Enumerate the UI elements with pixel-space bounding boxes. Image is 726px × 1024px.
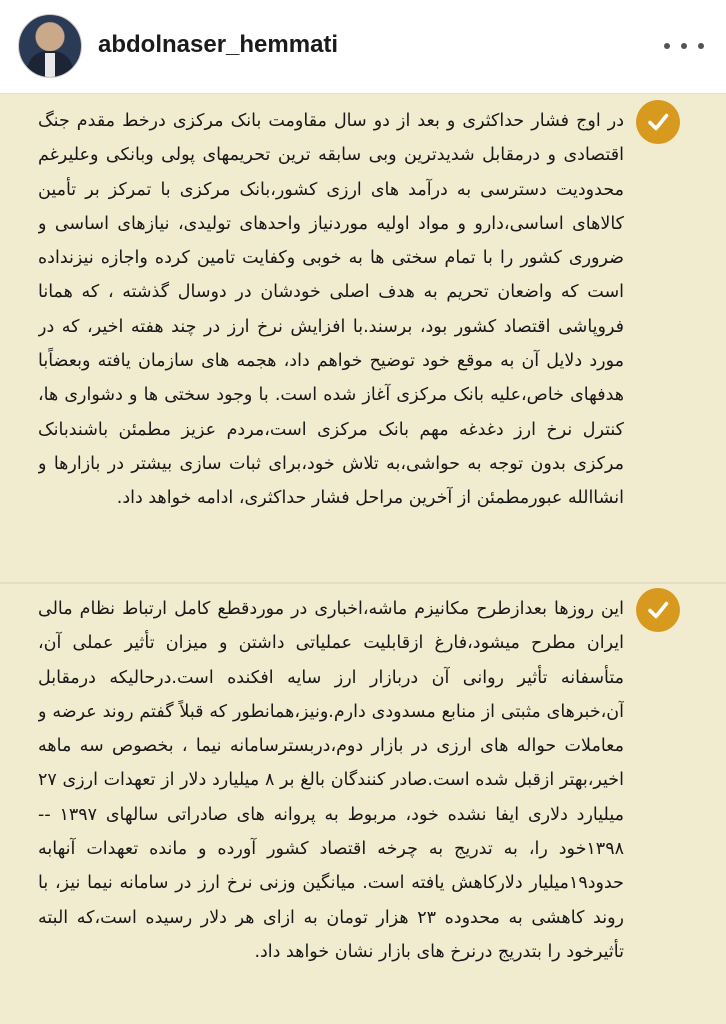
more-dot (681, 43, 687, 49)
more-options-icon[interactable] (664, 36, 704, 56)
post-paragraph-1: در اوج فشار حداکثری و بعد از دو سال مقاومت بانک مرکزی درخط مقدم جنگ اقتصادی و درمقابل شدیدترین وبی سابقه ترین تحریمهای پولی وبانکی وعلیرغم محدودیت دسترسی به درآمد های ارزی کشور،بانک مرکزی با تمرکز بر تأمین کالاهای اساسی،دارو و مواد اولیه موردنیاز واحدهای تولیدی، نیازهای اساسی و ضروری کشور را با تمام سختی ها به خوبی وکفایت تامین کرده واجازه نیزنداده است که واضعان تحریم به هدف اصلی خودشان در دوسال گذشته ، که همانا فروپاشی اقتصاد کشور بود، برسند.با افزایش نرخ ارز در چند هفته اخیر، که در مورد دلایل آن به موقع خود توضیح خواهم داد، هجمه های سازمان یافته وبعضاًبا هدفهای خاص،علیه بانک مرکزی آغاز شده است. با وجود سختی ها و دشواری ها، کنترل نرخ ارز دغدغه مهم بانک مرکزی است،مردم عزیز مطمئن باشندبانک مرکزی بدون توجه به حواشی،به تلاش خود،برای ثبات سازی بیشتر در بازارها و انشاالله عبورمطمئن از آخرین مراحل فشار حداکثری، ادامه خواهد داد. (38, 111, 624, 509)
check-circle-icon (636, 588, 680, 632)
more-dot (698, 43, 704, 49)
post-paragraph-2: این روزها بعدازطرح مکانیزم ماشه،اخباری در موردقطع کامل ارتباط نظام مالی ایران مطرح میشود،فارغ ازقابلیت عملیاتی داشتن و میزان تأثیر عملی آن، متأسفانه تأثیر روانی آن دربازار ارز سایه افکنده است.درحالیکه درمقابل آن،خبرهای مثبتی از منابع مسدودی دارم.ونیز،همانطور که قبلاً گفتم روند عرضه و معاملات حواله های ارزی در بازار دوم،دربسترسامانه نیما ، بخصوص سه ماهه اخیر،بهتر ازقبل شده است.صادر کنندگان بالغ بر ۸ میلیارد دلار از تعهدات ارزی ۲۷ میلیارد دلاری ایفا نشده خود، مربوط به پروانه های صادراتی سالهای ۱۳۹۷ -- ۱۳۹۸خود را، به تدریج به چرخه اقتصاد کشور آورده و مانده تعهدات آنهابه حدود۱۹میلیار دلارکاهش یافته است. میانگین وزنی نرخ ارز در سامانه نیما نیز، با روند کاهشی به محدوده ۲۳ هزار تومان به ازای هر دلار رسیده است،که البته تأثیرخود را بتدریج درنرخ های بازار نشان خواهد داد. (38, 599, 624, 962)
post-header (0, 0, 726, 94)
username-link[interactable]: abdolnaser_hemmati (98, 31, 339, 58)
more-dot (664, 43, 670, 49)
check-circle-icon (636, 100, 680, 144)
section-divider (0, 582, 726, 584)
avatar-shirt (45, 53, 55, 77)
profile-avatar[interactable] (18, 14, 82, 78)
